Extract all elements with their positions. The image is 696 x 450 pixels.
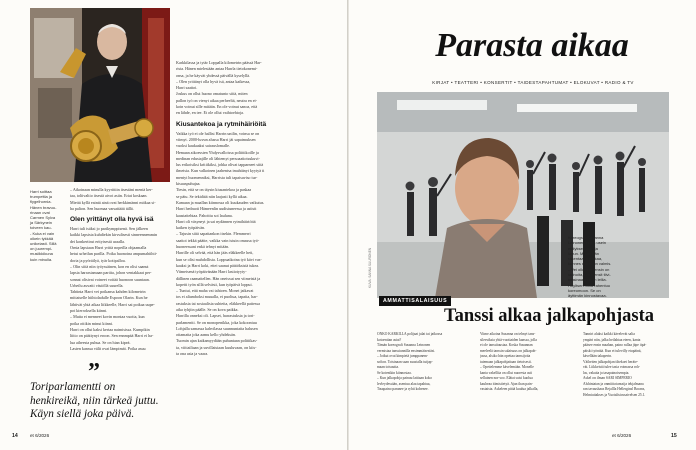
body-line: ONKO KARKILLA polijaat jalat tai jatkossa [377,332,443,336]
subheading-teasing: Kiusantekoa ja rytmihäiriöitä [176,120,267,128]
body-line: rastuksia tai sosiaalisia suhteita, eläkkeellä pattessa [176,300,260,306]
body-line: Harrilla onneksi oli. Lapset, harrastuksia ja tori- [176,313,255,319]
body-line: tos ei aliamboksi muualla, ei puoltua, tapaiia, har- [176,294,258,300]
caption-line: Carmen Sylva [30,215,56,221]
body-line: sofion. Toisinaan saan suustalla tutjap- [377,359,433,364]
dance-class-illustration [377,92,669,298]
body-line: kaiken työpäivän. [176,225,206,231]
body-line: Tuomin ajan kaikamyydään puhuntaan politiikas- [176,338,258,344]
body-line: – Tuntui, että maha vai tahtoen. Monet jaikavat [176,288,254,294]
body-line: Tiesin, että se on täysin kiusantekoa ja paskaa [176,187,252,193]
body-line: Harri tuli isäksi jo parikymppisenä. Sen jälkeen [70,226,148,232]
body-column-2 [176,60,280,357]
caption-line: toiveen kau- [30,225,52,231]
caption-line: Koreografi Susanna [568,235,604,240]
body-line: Harri oli väsyneyt ja sai nydännen rytmihäiriöitä [176,218,256,224]
body-line: medinan edustajille oli lähtemyt persoaatiotsukuvi- [176,155,260,161]
section-title: Parasta aikaa [435,27,629,64]
body-line: levleydessään, asentuu alaa tapahtua, [377,381,431,386]
body-line: las, vakaita ja tasapainoisempia. [583,370,630,375]
pull-quote-line: Toriparlamentti on [30,381,116,393]
body-line: kaastattehtaa. Pahoittu soi lauluna. [176,212,233,218]
body-line: – Kun jalkapohja painuu lattiaan koko [377,376,432,381]
body-line: ha palion. Sen huomaa varsattäää tällä. [70,205,134,211]
body-line: ta, viittailiaan ja suvillaisiaan kuuluvaan, on kiis- [176,344,257,350]
body-line: lähtivät yhtä aikaa liikkeelle, Harri sai poikaa uupe- [70,301,155,307]
article-column-1 [377,332,461,393]
body-line: Harri on ollut kaksi kertaa naimisissa. Kumpikin [70,326,150,332]
section-tag: AMMATTISALAISUUS [379,296,451,306]
body-line: – Mutta ei menneet kovin montaa vuotta, kun [70,314,145,320]
right-page [349,0,696,450]
body-line: – Jotkut ovat kimpietä jumppanem- [377,354,429,359]
body-line: viimyt. 2000-luvun alussa Harri jäi sapatmuksen [176,136,256,142]
body-line: – Olin siitä niin työyssäinen, kon en olisi saanut [70,263,149,269]
body-line: pot kierroksella kiinni. [70,308,108,314]
body-line: meeleelä tanssin salaisuus on jalkapoh- [480,348,537,353]
pull-quote-line: henkireikä, niin tärkeä juttu. [30,394,159,407]
body-line: Lasten kanssa välit ovat lämpimät. Poika asuu [70,345,146,351]
body-line: Miettä kyllä eaintä ainä ovat herkkimänni mitkaa si- [70,199,156,205]
caption-line: rinaan ovat [30,209,50,215]
body-line: Alshintatan ja onmiittotanssija tekjalmana [583,381,644,386]
section-categories: KIRJAT • TEATTERI • KONSERTIT • TAIDESTAPAHTUMAT • ELOKUVAT • RADIO & TV [432,80,634,85]
photo-caption-left [30,189,66,262]
body-line: Tahtinta Harri vei poikansa kahden kilometrin [70,289,146,295]
caption-line: kunnes esitys on valmis. [568,261,612,267]
body-line: – Aikoinaan minulla kyyrittiin itsestäni mentä ker- [70,187,153,192]
caption-line: unikeiasti. Sillä [30,241,57,247]
caption-line: – Vei ollu, että ensin on [568,266,610,272]
body-line: vermistaa tanssiunnilla ensimmäisestäsi. [377,348,436,353]
caption-line: - Kuka ei vain [30,230,55,236]
body-line: kun se olisi mahdollista. Loppuaikoina työ kävi vas- [176,256,262,262]
left-page [0,0,347,450]
body-line: dei konkertirut erityisestä uraalla. [70,238,126,244]
body-line: ta ona asia ja vaara. [176,351,209,357]
body-line: Väiheiten jalkapohjan tihekoet heräte- [583,359,638,364]
body-line: kopetti työn sillä selvästi, kun työpäivä loppui. [176,281,253,287]
article-title: Tanssi alkaa jalkapohjasta [443,306,655,326]
body-line: kaikki lapsista kuhdiekin kirvulisesti sinneennemmin [70,232,158,238]
body-line: Tasapaino paranee ja ryhti kohenee. [377,387,429,392]
page-number-right: 15 [671,433,677,439]
body-line: Joskus on ollut huono omatunto siitä, miten [176,91,248,97]
caption-line: rakentaa ja purkaa, [568,256,603,262]
body-line: aika tyhjiin päälle. Se on kova paikka. [176,306,239,312]
caption-line: Harri soittaa [30,189,52,194]
body-line: mittaiselle hiihtoladulle Espoon Olarin. Kun he [70,295,148,301]
body-line: Tämän koreografi Susanna Leinonen [377,343,431,348]
article-column-2 [480,332,564,393]
caption-line: Hänen bravuu- [30,204,57,210]
body-line: kotoentian asiat? [377,337,402,342]
body-line: Harrille oli selvää, että hän jääs eläkkeelle heti, [176,250,254,256]
body-line: pääsee ensin maahan, paino rullaa jäpe itpä- [583,343,647,348]
magazine-issue-right: et 6/2026 [612,433,632,438]
body-line: rista. Hänen mielestään antaa Harrla tietokonemi- [176,66,258,72]
body-line: Ornia lapsiaan Harri yrittä nopeilla ohjaamalla [70,245,147,251]
body-line: kaaksi ja Harri koki, ettei saanut päätöksistä tukea. [176,262,260,268]
body-line: kauheaa itimistietyä. Ajan ihan pain- [480,381,533,386]
caption-line: musiikkikuna [30,251,53,257]
body-line: Harri saattoi. [176,85,198,91]
article-column-3 [583,332,669,399]
body-line: Kamaan ja maallan kiinnossa oli kuukauden vaikutus. [176,199,265,205]
caption-line: tarinoita, jotka ensit tiivi- [568,272,611,278]
body-line: – Tajusin siitä sapattankon itsekin. Flemmerri [176,231,251,237]
caption-line: äyttimän kinnostavaa. [568,293,607,299]
body-line: pallon työ on vienyt aikaa perheeltä, neutra en ei- [176,97,258,103]
body-line: tuiemaan jalkapohjattaan tietoisesti. [480,359,532,364]
body-line: Tanniri aluksi kaikki kävelevät salia [583,332,635,336]
magazine-issue-left: et 6/2026 [30,433,50,438]
body-line: ilmeisia. Kun valkoinen jaahentsa imahtänyt kyytyä ti [176,168,265,174]
body-line: lus erikoisiksi kritiikiksi, johka olivat tapparneet siitä [176,162,264,168]
caption-line: Höyltsen riistä rahentuu [568,282,611,288]
body-line: parlamentti. Se on monopenikka, joka kokoontuu [176,319,257,325]
photo-caption-right [568,235,624,299]
body-line: vät. Liikkeistä tulee tasia voimassa roh- [583,365,641,370]
body-line: ei ole tanssitaustaa. Koska Susannan [480,343,533,348]
body-line: Hemaan aikoessten Yhdysvalloissa poliittikoille ja [176,149,259,155]
portrait-illustration [30,8,170,182]
body-line: sellainen nor-soo. Elätat saisi kuolua [480,376,533,381]
body-line: koin voinut sille mitään. En ole voinut sanoa, että [176,104,258,110]
body-line: liitto on päättynyt eroon. Sen ennmpää Harri ei ha- [70,333,154,339]
page-number-left: 14 [12,433,18,439]
body-line: kanta vakelliia on ollut nuoresta asti [480,370,532,375]
body-line: Askel on ilman SARI SIMPERIO [583,376,632,381]
body-line: Harri hedraoti Hämeenlin uudistuneessa ja astistt [176,206,257,212]
body-line: lapsia harrastamaan partita, johon ventakkaat per- [70,270,152,276]
body-line: maan toisuutta. [377,365,399,370]
body-line: sonnat olisivat voineet voitää huonoon suuntaan. [70,276,150,282]
caption-line: on juurempi- [30,246,53,252]
body-line: – Olen yrittänyt olla hyvä isä, antaa kaikessa, [176,78,251,84]
caption-line: flygelhornia. [30,199,52,205]
portrait-photo [30,8,170,182]
body-line: Karkkilassa ja tytär Loppalla kilometrin päässä Har- [176,60,262,65]
body-line: onsa, ja he käyvät yhdessä päivällä kyselyllä. [176,72,251,78]
subheading-father: Olen yrittänyt olla hyvä isä [70,216,154,224]
caption-line: tonsinaa mililiän lellia. [568,277,607,283]
caption-line: Leinonen tietää usein [568,240,607,246]
caption-line: lopun. Muuta hän [568,250,599,256]
caption-line: trumpettia ja [30,194,53,200]
body-line: Vaikka työ ei ole hallist Harrin unilin, voinsa se on [176,130,260,136]
body-line: ympäri niin, jalka heilahtaa eteen, kanta [583,337,641,342]
body-line: vuoksi kaukaaksi sairauslomalle. [176,143,231,149]
body-line: dällinen raamattellen. Hän oneissut sen viimeistä ja [176,275,261,281]
caption-line: ja Särkynein [30,220,53,226]
body-line: Viimeisenä työpäivänään Harri lastiotyyty- [176,269,247,275]
body-line: Se kotentkin kiinnostaa. [377,370,412,375]
body-line: en lähde, en tee. Et ole ollut vaihtoehtoja. [176,110,244,116]
body-line: Helmiuttakses ja Vuotalisiossaivelsen 25.1. [583,393,646,398]
body-line: Urheilu auvatti väsiöllä suurella. [70,282,124,288]
caption-line: koreomoon. Se on [568,287,601,293]
photo-credit: KUVA: SANNA SUURONEN [368,247,372,288]
pull-quote [30,381,172,422]
caption-line: oikein tykkää [30,235,54,241]
body-line: lua aiheesta puhua. Se on hian kipeä. [70,339,131,345]
body-line: Lohjalla samassa kahvilassa suunnuntaita halusen [176,325,258,331]
body-line: päiskt työntää. Kun ei tulevilly etupäinä, [583,348,642,353]
caption-line: eritlyksen aion ja [568,245,598,251]
body-line: se pätu. Se tekidätä niin laajasti kyllä aikaa. [176,193,248,199]
body-line: mentyt huomenniksi, Harrista tuli tapaisaviso tur- [176,174,258,180]
body-line: doria ja pyöräilyä, tyär kotipalloa. [70,257,126,263]
body-line: kisuuspuhujaa. [176,181,201,187]
quote-mark-icon: ” [88,359,100,385]
body-column-1 [70,187,166,352]
body-line: – Opettelemme kävelemään. Monelle [480,365,534,370]
pull-quote-line: Käyn siellä joka päivä. [30,408,135,420]
body-line: kävellään takaperin. [583,354,612,359]
body-line: sileesiksia yhtä-vuotiaiden kanssa, jolla [480,337,537,342]
body-line: taa, toliivaltio itsestä aivot asiin. Eriat koskaan. [70,193,148,199]
body-line: jassa, alsiko hän opettaa tanssijoita [480,354,531,359]
body-line: huoneessani enkä tehnyt mitään. [176,244,230,250]
caption-line: kuin minulla. [30,256,53,262]
body-line: saattoi tekkä päätte, vaikka vain istuin omassa työ- [176,237,260,243]
dance-class-photo [377,92,669,298]
body-line: poika ottikin minut kiinni. [70,320,113,326]
body-line: ran tavaushaus Rejallla Hellerginsl Borans, [583,387,646,392]
body-line: hetui urheilun parilla. Poika huonoina ampumahiihti- [70,251,158,257]
body-line: vastaista. Askeleen pitää kuulua jalkalla, [480,387,539,392]
body-line: Viime aikoina Susanna on tehnyt tans- [480,332,536,336]
body-line: ottamatta joka aamu kello yhdeksän. [176,332,236,338]
